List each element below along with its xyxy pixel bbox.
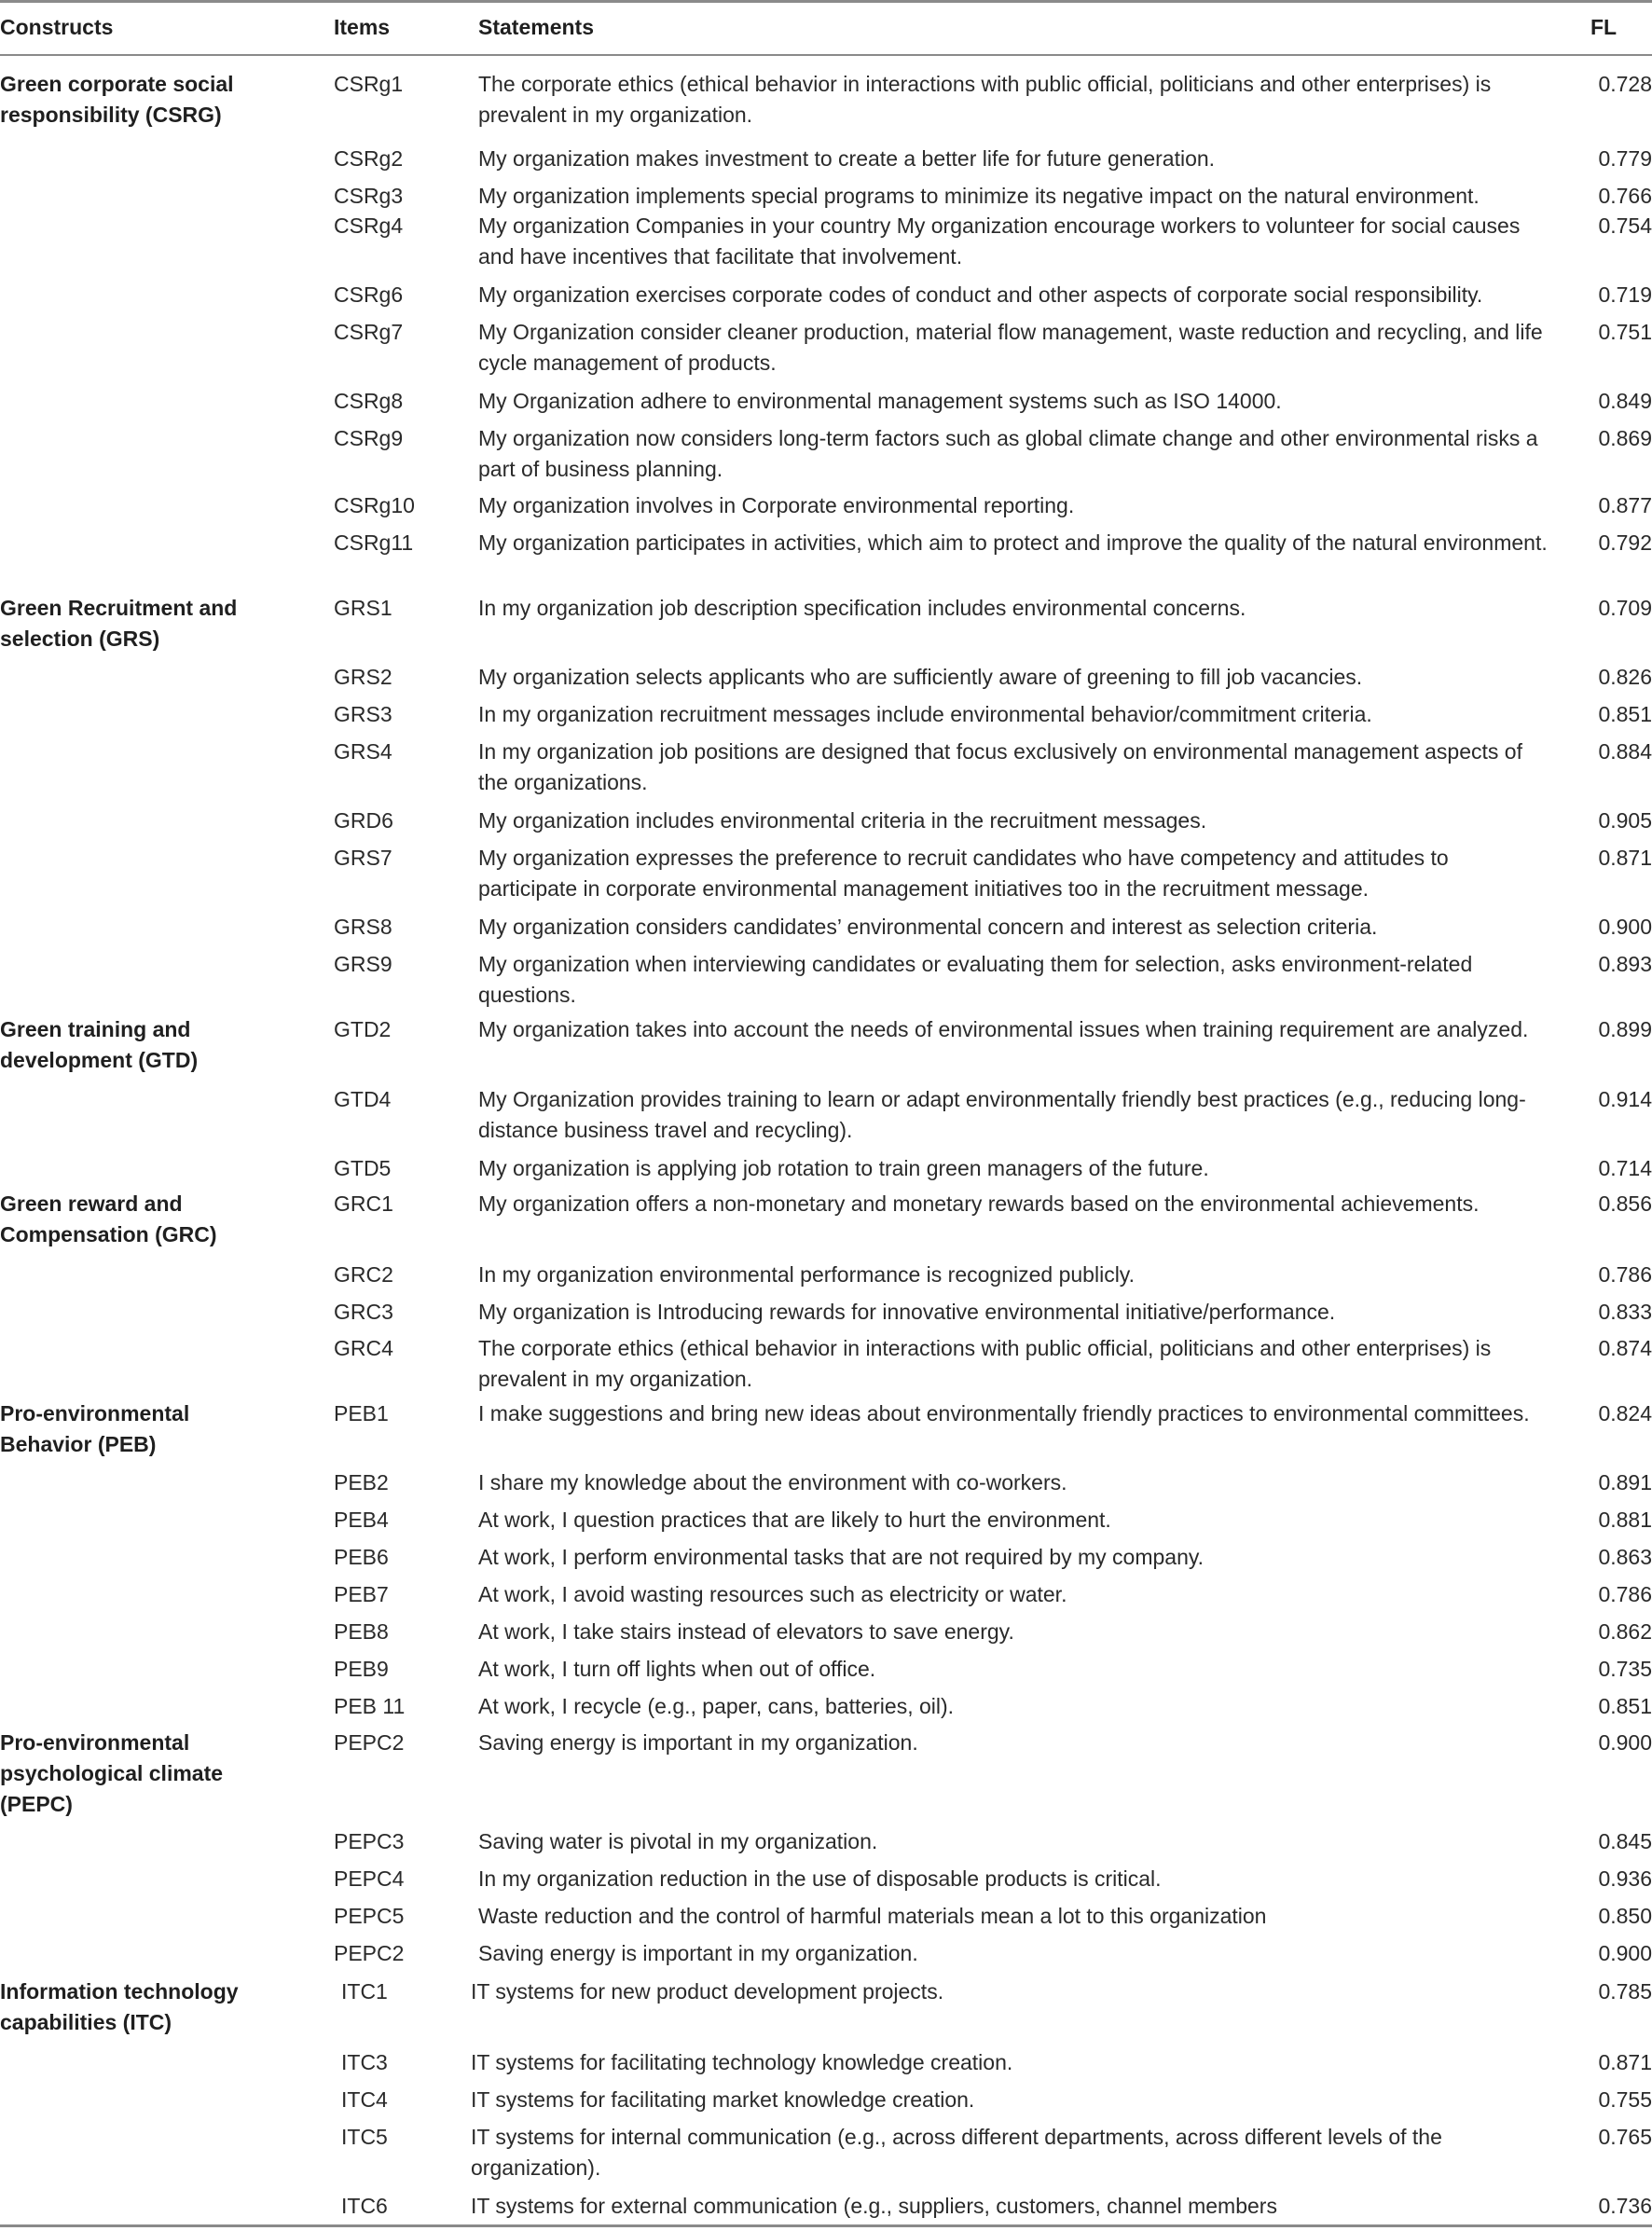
item-code: GRS3 [334, 702, 392, 726]
factor-loading-value: 0.849 [1598, 389, 1652, 413]
item-code: GTD2 [334, 1017, 392, 1041]
factor-loading-value: 0.863 [1598, 1545, 1652, 1569]
item-code: PEB1 [334, 1401, 389, 1425]
item-statement: Saving energy is important in my organization. [478, 1941, 918, 1965]
item-statement: My organization is Introducing rewards for innovative environmental initiative/performance. [478, 1300, 1336, 1324]
item-code: PEB4 [334, 1508, 389, 1532]
factor-loading-value: 0.824 [1598, 1401, 1652, 1425]
factor-loading-value: 0.874 [1598, 1336, 1652, 1360]
item-statement: My organization includes environmental criteria in the recruitment messages. [478, 808, 1207, 833]
item-code: CSRg9 [334, 426, 404, 450]
item-statement: My organization participates in activities, which aim to protect and improve the quality of the natural environment. [478, 530, 1548, 555]
item-code: PEB9 [334, 1657, 389, 1681]
item-statement: At work, I turn off lights when out of office. [478, 1657, 876, 1681]
factor-loading-value: 0.751 [1598, 320, 1652, 344]
item-statement: Saving energy is important in my organization. [478, 1730, 918, 1755]
item-statement: IT systems for facilitating market knowledge creation. [471, 2087, 975, 2112]
factor-loading-value: 0.893 [1598, 952, 1652, 976]
item-code: ITC5 [341, 2125, 388, 2149]
factor-loading-value: 0.871 [1598, 846, 1652, 870]
factor-loading-value: 0.833 [1598, 1300, 1652, 1324]
factor-loading-value: 0.881 [1598, 1508, 1652, 1532]
item-code: GRC2 [334, 1262, 393, 1287]
factor-loading-value: 0.936 [1598, 1866, 1652, 1891]
factor-loading-value: 0.779 [1598, 146, 1652, 171]
construct-label: Green corporate social responsibility (CSRG) [0, 72, 234, 127]
item-statement: My organization takes into account the needs of environmental issues when training requirement are analyzed. [478, 1017, 1529, 1041]
item-statement: In my organization recruitment messages include environmental behavior/commitment criteria. [478, 702, 1372, 726]
header-fl: FL [1590, 15, 1618, 39]
factor-loading-value: 0.851 [1598, 1694, 1652, 1718]
factor-loading-value: 0.719 [1598, 282, 1652, 307]
item-code: GRC4 [334, 1336, 393, 1360]
factor-loading-value: 0.850 [1598, 1904, 1652, 1928]
item-statement: At work, I recycle (e.g., paper, cans, batteries, oil). [478, 1694, 955, 1718]
item-statement: My organization selects applicants who are sufficiently aware of greening to fill job vacancies. [478, 665, 1363, 689]
factor-loading-value: 0.786 [1598, 1582, 1652, 1606]
item-code: ITC6 [341, 2194, 388, 2218]
item-statement: Waste reduction and the control of harmful materials mean a lot to this organization [478, 1904, 1267, 1928]
item-statement: IT systems for new product development projects. [471, 1979, 944, 2004]
item-statement: My Organization adhere to environmental management systems such as ISO 14000. [478, 389, 1282, 413]
item-statement: My Organization consider cleaner production, material flow management, waste reduction and recycling, and life cycle management of products. [478, 320, 1543, 375]
item-statement: My organization involves in Corporate environmental reporting. [478, 493, 1075, 517]
factor-loading-value: 0.884 [1598, 739, 1652, 764]
item-statement: At work, I question practices that are likely to hurt the environment. [478, 1508, 1111, 1532]
item-code: GRD6 [334, 808, 393, 833]
item-statement: I share my knowledge about the environment with co-workers. [478, 1470, 1067, 1494]
item-statement: At work, I avoid wasting resources such as electricity or water. [478, 1582, 1067, 1606]
factor-loading-value: 0.728 [1598, 72, 1652, 96]
factor-loading-value: 0.900 [1598, 1941, 1652, 1965]
factor-loading-value: 0.735 [1598, 1657, 1652, 1681]
factor-loading-value: 0.914 [1598, 1087, 1652, 1111]
factor-loading-value: 0.765 [1598, 2125, 1652, 2149]
item-statement: The corporate ethics (ethical behavior in interactions with public official, politicians and other enterprises) is prevalent in my organization. [478, 1336, 1492, 1391]
item-code: GRC3 [334, 1300, 393, 1324]
factor-loading-value: 0.871 [1598, 2050, 1652, 2074]
factor-loading-value: 0.877 [1598, 493, 1652, 517]
item-code: CSRg4 [334, 213, 404, 238]
factor-loading-value: 0.766 [1598, 184, 1652, 208]
item-code: PEB6 [334, 1545, 389, 1569]
item-code: CSRg8 [334, 389, 404, 413]
item-statement: My organization when interviewing candidates or evaluating them for selection, asks environment-related questions. [478, 952, 1473, 1007]
item-code: PEB 11 [334, 1694, 406, 1718]
item-code: CSRg11 [334, 530, 414, 555]
item-statement: IT systems for internal communication (e.g., across different departments, across different levels of the organization). [471, 2125, 1442, 2180]
item-code: CSRg3 [334, 184, 404, 208]
factor-loading-value: 0.899 [1598, 1017, 1652, 1041]
item-code: PEPC5 [334, 1904, 405, 1928]
item-statement: IT systems for facilitating technology knowledge creation. [471, 2050, 1013, 2074]
factor-loading-value: 0.900 [1598, 1730, 1652, 1755]
item-code: ITC4 [341, 2087, 388, 2112]
construct-label: Information technology capabilities (ITC) [0, 1979, 239, 2034]
item-statement: IT systems for external communication (e.g., suppliers, customers, channel members [471, 2194, 1277, 2218]
item-code: GRS7 [334, 846, 392, 870]
item-code: ITC1 [341, 1979, 388, 2004]
header-rule [0, 54, 1652, 56]
item-statement: In my organization job description specification includes environmental concerns. [478, 596, 1246, 620]
table-bottom-rule [0, 2224, 1652, 2227]
construct-label: Green reward and Compensation (GRC) [0, 1191, 217, 1246]
factor-loading-value: 0.891 [1598, 1470, 1652, 1494]
construct-label: Pro-environmental Behavior (PEB) [0, 1401, 190, 1456]
item-statement: My organization expresses the preference to recruit candidates who have competency and attitudes to participate in corporate environmental management initiatives too in the recruitment message. [478, 846, 1449, 901]
header-items: Items [334, 15, 391, 39]
item-code: CSRg7 [334, 320, 404, 344]
item-code: ITC3 [341, 2050, 388, 2074]
item-statement: At work, I take stairs instead of elevators to save energy. [478, 1619, 1014, 1644]
item-code: GTD4 [334, 1087, 392, 1111]
item-code: PEB8 [334, 1619, 389, 1644]
factor-loading-value: 0.785 [1598, 1979, 1652, 2004]
item-code: GRC1 [334, 1191, 393, 1216]
item-code: PEPC4 [334, 1866, 405, 1891]
item-statement: In my organization environmental performance is recognized publicly. [478, 1262, 1135, 1287]
item-statement: My Organization provides training to learn or adapt environmentally friendly best practices (e.g., reducing long-distance business travel and recycling). [478, 1087, 1526, 1142]
factor-loading-value: 0.862 [1598, 1619, 1652, 1644]
item-code: PEPC2 [334, 1941, 405, 1965]
factor-loading-value: 0.869 [1598, 426, 1652, 450]
table-top-rule [0, 0, 1652, 3]
item-code: PEB7 [334, 1582, 389, 1606]
factor-loading-value: 0.754 [1598, 213, 1652, 238]
item-code: PEB2 [334, 1470, 389, 1494]
item-statement: In my organization job positions are designed that focus exclusively on environmental management aspects of the organizations. [478, 739, 1522, 794]
header-statements: Statements [478, 15, 594, 39]
construct-label: Green Recruitment and selection (GRS) [0, 596, 238, 651]
item-statement: My organization makes investment to create a better life for future generation. [478, 146, 1216, 171]
item-code: CSRg2 [334, 146, 404, 171]
construct-label: Pro-environmental psychological climate (PEPC) [0, 1730, 224, 1816]
header-constructs: Constructs [0, 15, 114, 39]
item-code: GRS4 [334, 739, 392, 764]
item-statement: The corporate ethics (ethical behavior in interactions with public official, politicians and other enterprises) is prevalent in my organization. [478, 72, 1492, 127]
item-code: GTD5 [334, 1156, 392, 1180]
factor-loading-value: 0.709 [1598, 596, 1652, 620]
item-statement: My organization implements special programs to minimize its negative impact on the natural environment. [478, 184, 1480, 208]
item-statement: My organization Companies in your country My organization encourage workers to volunteer for social causes and have incentives that facilitate that involvement. [478, 213, 1521, 269]
factor-loading-value: 0.856 [1598, 1191, 1652, 1216]
item-statement: I make suggestions and bring new ideas about environmentally friendly practices to environmental committees. [478, 1401, 1530, 1425]
construct-label: Green training and development (GTD) [0, 1017, 199, 1072]
factor-loading-value: 0.826 [1598, 665, 1652, 689]
item-statement: My organization offers a non-monetary and monetary rewards based on the environmental achievements. [478, 1191, 1480, 1216]
item-code: PEPC2 [334, 1730, 405, 1755]
item-statement: Saving water is pivotal in my organization. [478, 1829, 878, 1853]
item-statement: My organization is applying job rotation to train green managers of the future. [478, 1156, 1209, 1180]
factor-loading-value: 0.792 [1598, 530, 1652, 555]
item-code: PEPC3 [334, 1829, 405, 1853]
item-statement: My organization exercises corporate codes of conduct and other aspects of corporate social responsibility. [478, 282, 1483, 307]
item-code: GRS9 [334, 952, 392, 976]
factor-loading-value: 0.905 [1598, 808, 1652, 833]
factor-loading-value: 0.714 [1598, 1156, 1652, 1180]
item-code: CSRg1 [334, 72, 404, 96]
item-statement: My organization now considers long-term factors such as global climate change and other environmental risks a part of business planning. [478, 426, 1538, 481]
item-code: CSRg10 [334, 493, 415, 517]
factor-loading-value: 0.851 [1598, 702, 1652, 726]
item-code: GRS2 [334, 665, 392, 689]
factor-loading-value: 0.736 [1598, 2194, 1652, 2218]
item-statement: At work, I perform environmental tasks that are not required by my company. [478, 1545, 1205, 1569]
item-code: GRS8 [334, 915, 392, 939]
factor-loading-value: 0.786 [1598, 1262, 1652, 1287]
factor-loading-value: 0.755 [1598, 2087, 1652, 2112]
item-statement: In my organization reduction in the use of disposable products is critical. [478, 1866, 1162, 1891]
item-code: GRS1 [334, 596, 392, 620]
factor-loading-value: 0.845 [1598, 1829, 1652, 1853]
item-code: CSRg6 [334, 282, 404, 307]
item-statement: My organization considers candidates’ environmental concern and interest as selection criteria. [478, 915, 1378, 939]
factor-loading-value: 0.900 [1598, 915, 1652, 939]
